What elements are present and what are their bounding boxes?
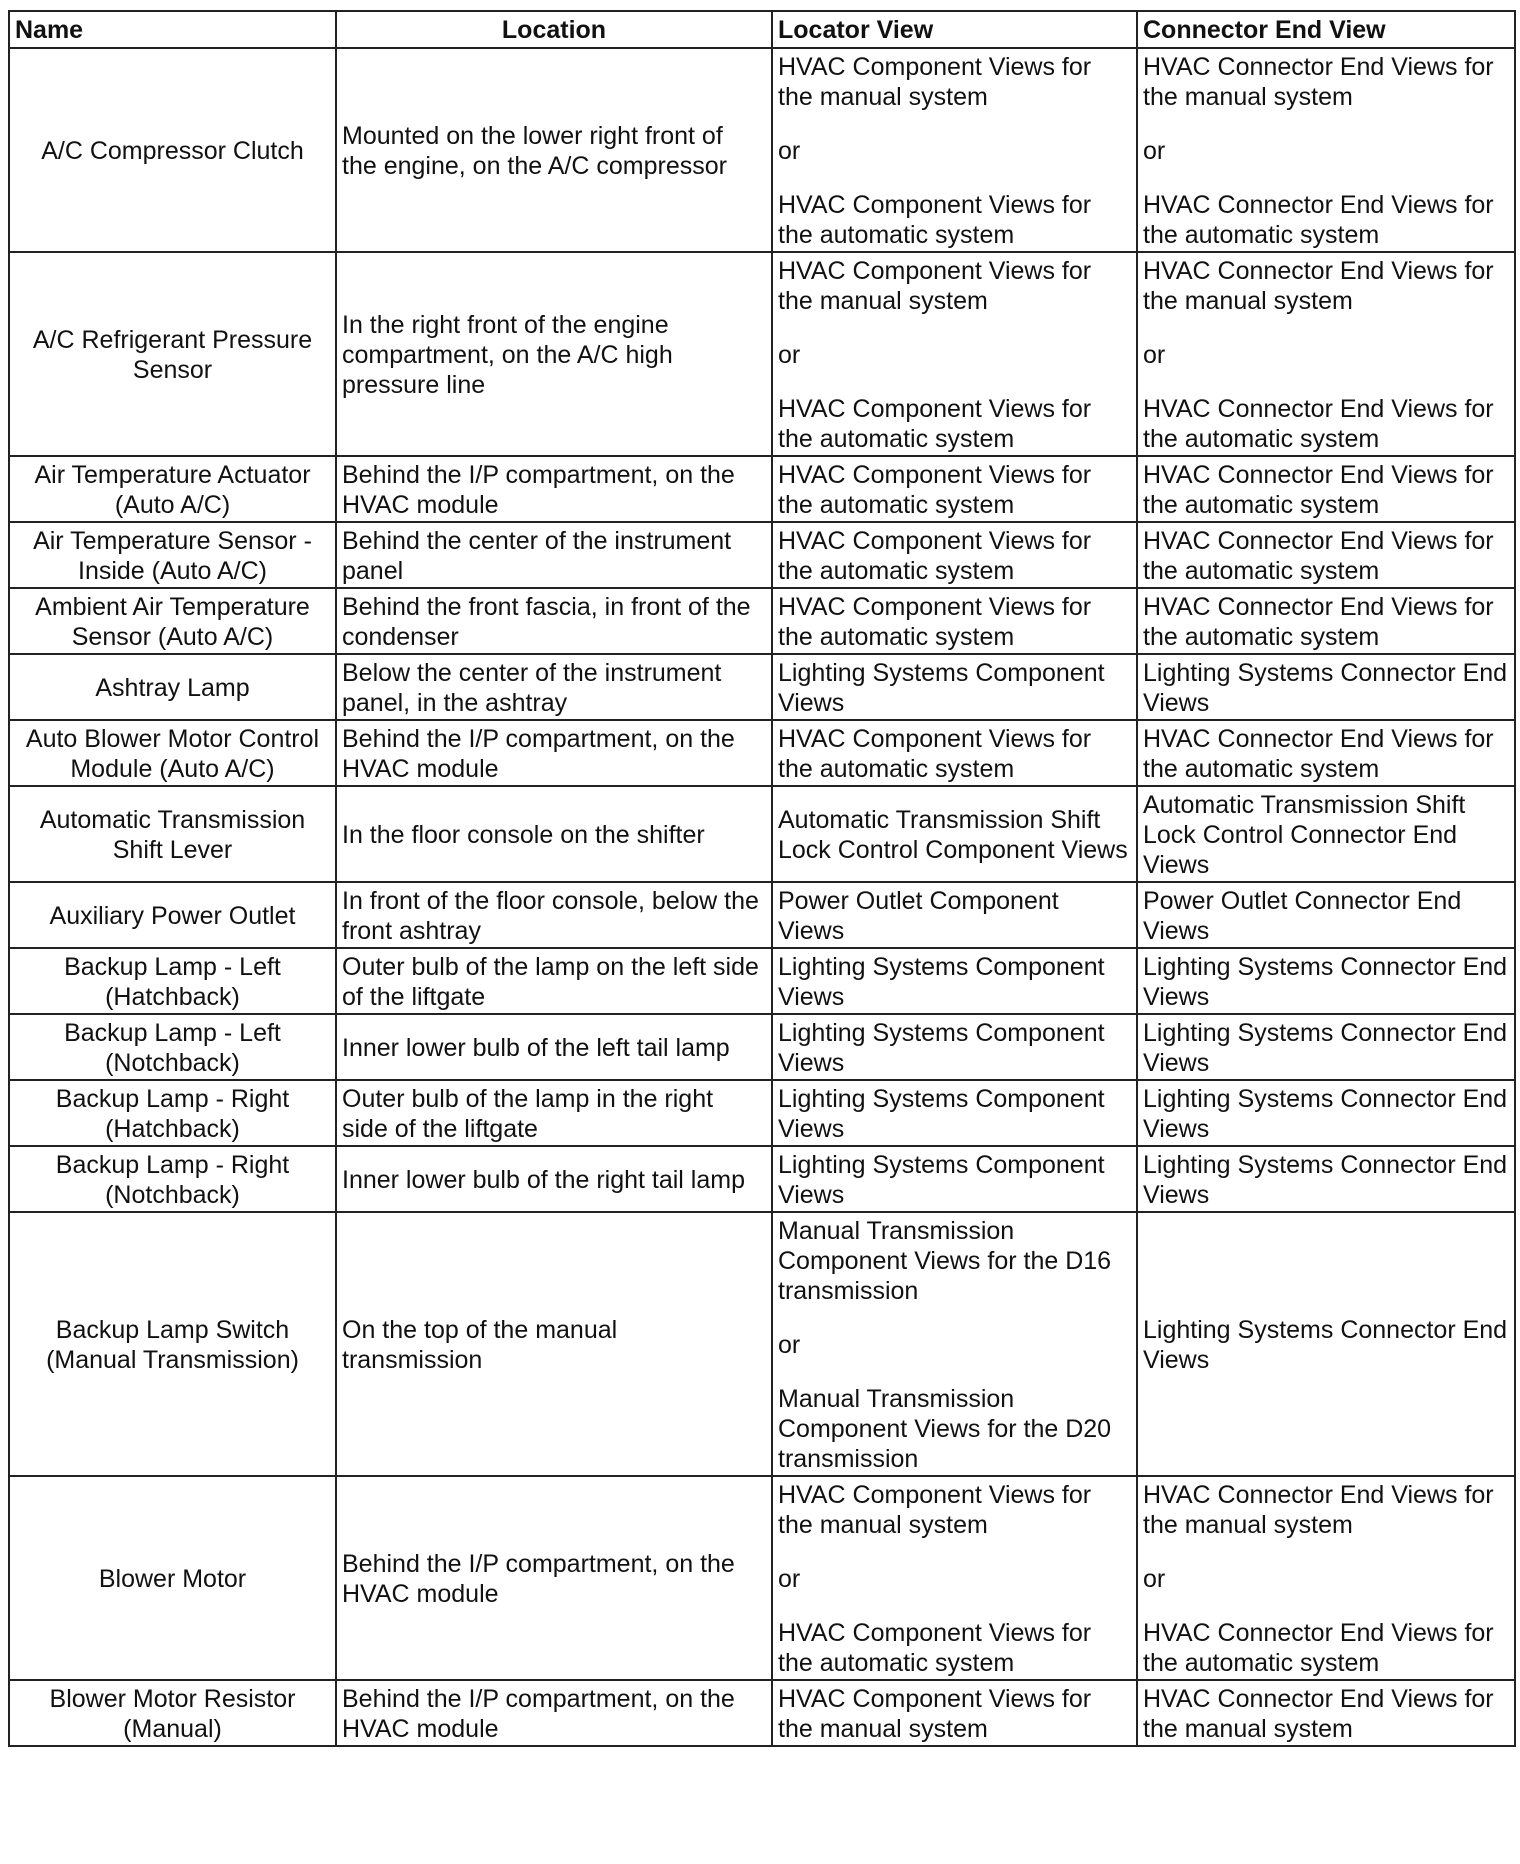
cell-text-line: (Notchback): [105, 1181, 240, 1209]
header-row: [9, 11, 1515, 48]
cell-text-line: HVAC Connector End Views for: [1143, 527, 1494, 555]
connector-end-view-cell: [1137, 948, 1515, 1014]
paragraph-gap: [1143, 370, 1509, 394]
connector-end-view-cell: [1137, 48, 1515, 252]
connector-end-view-cell: [1137, 1014, 1515, 1080]
cell-text-line: Automatic Transmission Shift: [778, 806, 1101, 834]
cell-text-line: front ashtray: [342, 917, 481, 945]
cell-text-line: Inside (Auto A/C): [78, 557, 267, 585]
cell-text-line: Blower Motor: [98, 1565, 247, 1593]
table-body: [9, 48, 1515, 1746]
cell-text-line: the automatic system: [1143, 491, 1380, 519]
cell-text-line: transmission: [778, 1445, 919, 1473]
header-locator-view: Locator View: [772, 11, 1137, 48]
cell-text-line: transmission: [342, 1346, 483, 1374]
name-cell: [9, 1476, 336, 1680]
cell-text-line: HVAC Component Views for: [778, 191, 1092, 219]
cell-text-line: HVAC Component Views for: [778, 1481, 1092, 1509]
location-cell: [336, 1476, 772, 1680]
connector-end-view-cell: [1137, 720, 1515, 786]
cell-text-line: Shift Lever: [112, 836, 233, 864]
cell-text-line: Lighting Systems Component: [778, 1085, 1105, 1113]
location-cell: [336, 48, 772, 252]
cell-text-line: Views: [1143, 1181, 1210, 1209]
table-row: [9, 252, 1515, 456]
cell-text-line: of the liftgate: [342, 983, 486, 1011]
cell-text-line: Behind the I/P compartment, on the: [342, 1685, 735, 1713]
cell-text-line: Backup Lamp - Left: [64, 1019, 281, 1047]
paragraph-gap: [778, 166, 1131, 190]
cell-text-line: (Manual): [123, 1715, 222, 1743]
cell-text-line: Lock Control Component Views: [778, 836, 1128, 864]
connector-end-view-cell: [1137, 522, 1515, 588]
table-row: [9, 1476, 1515, 1680]
cell-text-line: compartment, on the A/C high: [342, 341, 673, 369]
cell-text-line: Behind the front fascia, in front of the: [342, 593, 751, 621]
connector-end-view-cell: [1137, 456, 1515, 522]
cell-text-line: Behind the center of the instrument: [342, 527, 732, 555]
connector-end-view-cell: [1137, 1680, 1515, 1746]
cell-text-line: Behind the I/P compartment, on the: [342, 725, 735, 753]
paragraph-gap: [1143, 1594, 1509, 1618]
cell-text-line: Auto Blower Motor Control: [25, 725, 320, 753]
cell-text-line: HVAC Connector End Views for: [1143, 1481, 1494, 1509]
paragraph-gap: [778, 1540, 1131, 1564]
cell-text-line: the automatic system: [1143, 557, 1380, 585]
cell-text-line: HVAC Component Views for: [778, 1685, 1092, 1713]
locator-view-cell: [772, 252, 1137, 456]
cell-text-line: Blower Motor Resistor: [49, 1685, 296, 1713]
cell-text-line: In the floor console on the shifter: [342, 821, 705, 849]
cell-text-line: Inner lower bulb of the right tail lamp: [342, 1166, 745, 1194]
table-row: [9, 786, 1515, 882]
cell-text-line: (Hatchback): [105, 1115, 240, 1143]
paragraph-gap: [1143, 166, 1509, 190]
location-cell: [336, 252, 772, 456]
connector-end-view-cell: [1137, 1476, 1515, 1680]
cell-text-line: the automatic system: [1143, 425, 1380, 453]
locator-view-cell: [772, 1146, 1137, 1212]
cell-text-line: (Hatchback): [105, 983, 240, 1011]
table-row: [9, 882, 1515, 948]
cell-text-line: the automatic system: [778, 1649, 1015, 1677]
cell-text-line: Component Views for the D20: [778, 1415, 1112, 1443]
cell-text-line: Component Views for the D16: [778, 1247, 1112, 1275]
connector-end-view-cell: [1137, 1146, 1515, 1212]
cell-text-line: Behind the I/P compartment, on the: [342, 1550, 735, 1578]
locator-view-cell: [772, 786, 1137, 882]
cell-text-line: Lock Control Connector End: [1143, 821, 1458, 849]
cell-text-line: Sensor: [132, 356, 213, 384]
cell-text-line: HVAC module: [342, 1580, 499, 1608]
cell-text-line: Module (Auto A/C): [70, 755, 275, 783]
location-cell: [336, 882, 772, 948]
cell-text-line: Views: [1143, 1115, 1210, 1143]
table-row: [9, 1080, 1515, 1146]
name-cell: [9, 654, 336, 720]
header-name: Name: [9, 11, 336, 48]
cell-text-line: In front of the floor console, below the: [342, 887, 759, 915]
cell-text-line: Backup Lamp Switch: [55, 1316, 290, 1344]
cell-text-line: condenser: [342, 623, 459, 651]
cell-text-line: Views: [778, 1181, 845, 1209]
cell-text-line: HVAC Component Views for: [778, 527, 1092, 555]
locator-view-cell: [772, 720, 1137, 786]
location-cell: [336, 948, 772, 1014]
cell-text-line: Lighting Systems Component: [778, 1151, 1105, 1179]
cell-text-line: Backup Lamp - Right: [55, 1151, 290, 1179]
paragraph-gap: [1143, 316, 1509, 340]
connector-end-view-cell: [1137, 654, 1515, 720]
cell-text-line: pressure line: [342, 371, 486, 399]
cell-text-line: the automatic system: [778, 425, 1015, 453]
locator-view-cell: [772, 1014, 1137, 1080]
name-cell: [9, 1680, 336, 1746]
cell-text-line: Views: [778, 1115, 845, 1143]
locator-view-cell: [772, 948, 1137, 1014]
cell-text-line: the automatic system: [778, 491, 1015, 519]
cell-text-line: Automatic Transmission: [39, 806, 306, 834]
cell-text-line: Lighting Systems Connector End: [1143, 659, 1508, 687]
table-row: [9, 522, 1515, 588]
cell-text-line: HVAC Component Views for: [778, 593, 1092, 621]
locator-view-cell: [772, 882, 1137, 948]
cell-text-line: HVAC module: [342, 1715, 499, 1743]
component-locator-table: [8, 10, 1516, 1747]
cell-text-line: the manual system: [1143, 1511, 1353, 1539]
cell-text-line: or: [778, 1331, 801, 1359]
name-cell: [9, 1146, 336, 1212]
locator-view-cell: [772, 1680, 1137, 1746]
cell-text-line: HVAC Component Views for: [778, 1619, 1092, 1647]
cell-text-line: the automatic system: [778, 623, 1015, 651]
cell-text-line: the manual system: [1143, 1715, 1353, 1743]
location-cell: [336, 1680, 772, 1746]
paragraph-gap: [1143, 112, 1509, 136]
paragraph-gap: [778, 1306, 1131, 1330]
name-cell: [9, 720, 336, 786]
name-cell: [9, 588, 336, 654]
cell-text-line: the manual system: [1143, 287, 1353, 315]
cell-text-line: Auxiliary Power Outlet: [49, 902, 296, 930]
cell-text-line: A/C Refrigerant Pressure: [32, 326, 313, 354]
table-row: [9, 948, 1515, 1014]
cell-text-line: Air Temperature Actuator: [34, 461, 311, 489]
cell-text-line: Outer bulb of the lamp on the left side: [342, 953, 759, 981]
cell-text-line: HVAC Component Views for: [778, 461, 1092, 489]
location-cell: [336, 1014, 772, 1080]
locator-view-cell: [772, 48, 1137, 252]
cell-text-line: Lighting Systems Component: [778, 953, 1105, 981]
cell-text-line: the automatic system: [778, 557, 1015, 585]
connector-end-view-cell: [1137, 588, 1515, 654]
cell-text-line: panel, in the ashtray: [342, 689, 568, 717]
location-cell: [336, 588, 772, 654]
connector-end-view-cell: [1137, 252, 1515, 456]
locator-view-cell: [772, 654, 1137, 720]
cell-text-line: Views: [1143, 689, 1210, 717]
paragraph-gap: [778, 1594, 1131, 1618]
cell-text-line: Lighting Systems Connector End: [1143, 953, 1508, 981]
table-row: [9, 1014, 1515, 1080]
cell-text-line: Ambient Air Temperature: [35, 593, 310, 621]
cell-text-line: the automatic system: [778, 755, 1015, 783]
name-cell: [9, 1212, 336, 1476]
paragraph-gap: [778, 370, 1131, 394]
cell-text-line: the engine, on the A/C compressor: [342, 152, 727, 180]
cell-text-line: the automatic system: [1143, 623, 1380, 651]
name-cell: [9, 786, 336, 882]
cell-text-line: HVAC Connector End Views for: [1143, 725, 1494, 753]
cell-text-line: or: [778, 1565, 801, 1593]
cell-text-line: Power Outlet Component: [778, 887, 1059, 915]
cell-text-line: (Auto A/C): [114, 491, 231, 519]
cell-text-line: Sensor (Auto A/C): [71, 623, 274, 651]
cell-text-line: panel: [342, 557, 404, 585]
paragraph-gap: [1143, 1540, 1509, 1564]
cell-text-line: HVAC module: [342, 755, 499, 783]
location-cell: [336, 720, 772, 786]
cell-text-line: Lighting Systems Connector End: [1143, 1151, 1508, 1179]
name-cell: [9, 522, 336, 588]
cell-text-line: HVAC Connector End Views for: [1143, 1685, 1494, 1713]
cell-text-line: A/C Compressor Clutch: [41, 137, 304, 165]
location-cell: [336, 522, 772, 588]
cell-text-line: Manual Transmission: [778, 1385, 1015, 1413]
cell-text-line: the automatic system: [1143, 1649, 1380, 1677]
cell-text-line: the automatic system: [1143, 221, 1380, 249]
cell-text-line: Power Outlet Connector End: [1143, 887, 1462, 915]
location-cell: [336, 456, 772, 522]
name-cell: [9, 252, 336, 456]
cell-text-line: Views: [778, 1049, 845, 1077]
cell-text-line: HVAC Connector End Views for: [1143, 257, 1494, 285]
cell-text-line: Views: [1143, 917, 1210, 945]
cell-text-line: HVAC Connector End Views for: [1143, 593, 1494, 621]
header-location: Location: [336, 11, 772, 48]
cell-text-line: HVAC Component Views for: [778, 257, 1092, 285]
table-row: [9, 1146, 1515, 1212]
cell-text-line: Views: [778, 917, 845, 945]
location-cell: [336, 786, 772, 882]
cell-text-line: Automatic Transmission Shift: [1143, 791, 1466, 819]
name-cell: [9, 882, 336, 948]
table-row: [9, 456, 1515, 522]
paragraph-gap: [778, 316, 1131, 340]
locator-view-cell: [772, 1476, 1137, 1680]
cell-text-line: Outer bulb of the lamp in the right: [342, 1085, 714, 1113]
table-row: [9, 1212, 1515, 1476]
locator-view-cell: [772, 1212, 1137, 1476]
cell-text-line: Views: [778, 983, 845, 1011]
cell-text-line: Manual Transmission: [778, 1217, 1015, 1245]
cell-text-line: Backup Lamp - Right: [55, 1085, 290, 1113]
cell-text-line: HVAC Connector End Views for: [1143, 1619, 1494, 1647]
cell-text-line: (Manual Transmission): [46, 1346, 299, 1374]
cell-text-line: or: [778, 341, 801, 369]
cell-text-line: Mounted on the lower right front of: [342, 122, 723, 150]
cell-text-line: Lighting Systems Component: [778, 659, 1105, 687]
cell-text-line: (Notchback): [105, 1049, 240, 1077]
cell-text-line: HVAC Connector End Views for: [1143, 461, 1494, 489]
cell-text-line: On the top of the manual: [342, 1316, 618, 1344]
location-cell: [336, 1212, 772, 1476]
table-row: [9, 48, 1515, 252]
cell-text-line: transmission: [778, 1277, 919, 1305]
cell-text-line: Backup Lamp - Left: [64, 953, 281, 981]
cell-text-line: Air Temperature Sensor -: [33, 527, 312, 555]
name-cell: [9, 456, 336, 522]
cell-text-line: HVAC Connector End Views for: [1143, 191, 1494, 219]
cell-text-line: In the right front of the engine: [342, 311, 669, 339]
cell-text-line: Lighting Systems Connector End: [1143, 1085, 1508, 1113]
paragraph-gap: [778, 112, 1131, 136]
cell-text-line: the manual system: [778, 83, 988, 111]
cell-text-line: Behind the I/P compartment, on the: [342, 461, 735, 489]
cell-text-line: Below the center of the instrument: [342, 659, 722, 687]
locator-view-cell: [772, 456, 1137, 522]
cell-text-line: HVAC module: [342, 491, 499, 519]
locator-view-cell: [772, 522, 1137, 588]
connector-end-view-cell: [1137, 786, 1515, 882]
table-row: [9, 1680, 1515, 1746]
location-cell: [336, 1146, 772, 1212]
cell-text-line: Views: [1143, 1049, 1210, 1077]
cell-text-line: Inner lower bulb of the left tail lamp: [342, 1034, 730, 1062]
cell-text-line: HVAC Connector End Views for: [1143, 395, 1494, 423]
connector-end-view-cell: [1137, 1080, 1515, 1146]
cell-text-line: Ashtray Lamp: [95, 674, 250, 702]
cell-text-line: Lighting Systems Connector End: [1143, 1019, 1508, 1047]
component-locator-document: [8, 10, 1514, 1747]
locator-view-cell: [772, 588, 1137, 654]
cell-text-line: or: [1143, 137, 1166, 165]
cell-text-line: the manual system: [778, 287, 988, 315]
cell-text-line: HVAC Component Views for: [778, 725, 1092, 753]
cell-text-line: side of the liftgate: [342, 1115, 538, 1143]
cell-text-line: the manual system: [1143, 83, 1353, 111]
name-cell: [9, 1014, 336, 1080]
name-cell: [9, 48, 336, 252]
name-cell: [9, 1080, 336, 1146]
table-row: [9, 720, 1515, 786]
paragraph-gap: [778, 1360, 1131, 1384]
cell-text-line: the automatic system: [1143, 755, 1380, 783]
connector-end-view-cell: [1137, 1212, 1515, 1476]
cell-text-line: Views: [1143, 1346, 1210, 1374]
table-row: [9, 654, 1515, 720]
cell-text-line: the automatic system: [778, 221, 1015, 249]
location-cell: [336, 1080, 772, 1146]
connector-end-view-cell: [1137, 882, 1515, 948]
cell-text-line: the manual system: [778, 1511, 988, 1539]
cell-text-line: HVAC Connector End Views for: [1143, 53, 1494, 81]
locator-view-cell: [772, 1080, 1137, 1146]
cell-text-line: the manual system: [778, 1715, 988, 1743]
cell-text-line: Views: [1143, 983, 1210, 1011]
cell-text-line: or: [778, 137, 801, 165]
cell-text-line: or: [1143, 1565, 1166, 1593]
cell-text-line: HVAC Component Views for: [778, 395, 1092, 423]
header-connector-end-view: Connector End View: [1137, 11, 1515, 48]
table-row: [9, 588, 1515, 654]
cell-text-line: HVAC Component Views for: [778, 53, 1092, 81]
name-cell: [9, 948, 336, 1014]
cell-text-line: Lighting Systems Component: [778, 1019, 1105, 1047]
cell-text-line: or: [1143, 341, 1166, 369]
cell-text-line: Lighting Systems Connector End: [1143, 1316, 1508, 1344]
cell-text-line: Views: [778, 689, 845, 717]
location-cell: [336, 654, 772, 720]
cell-text-line: Views: [1143, 851, 1210, 879]
